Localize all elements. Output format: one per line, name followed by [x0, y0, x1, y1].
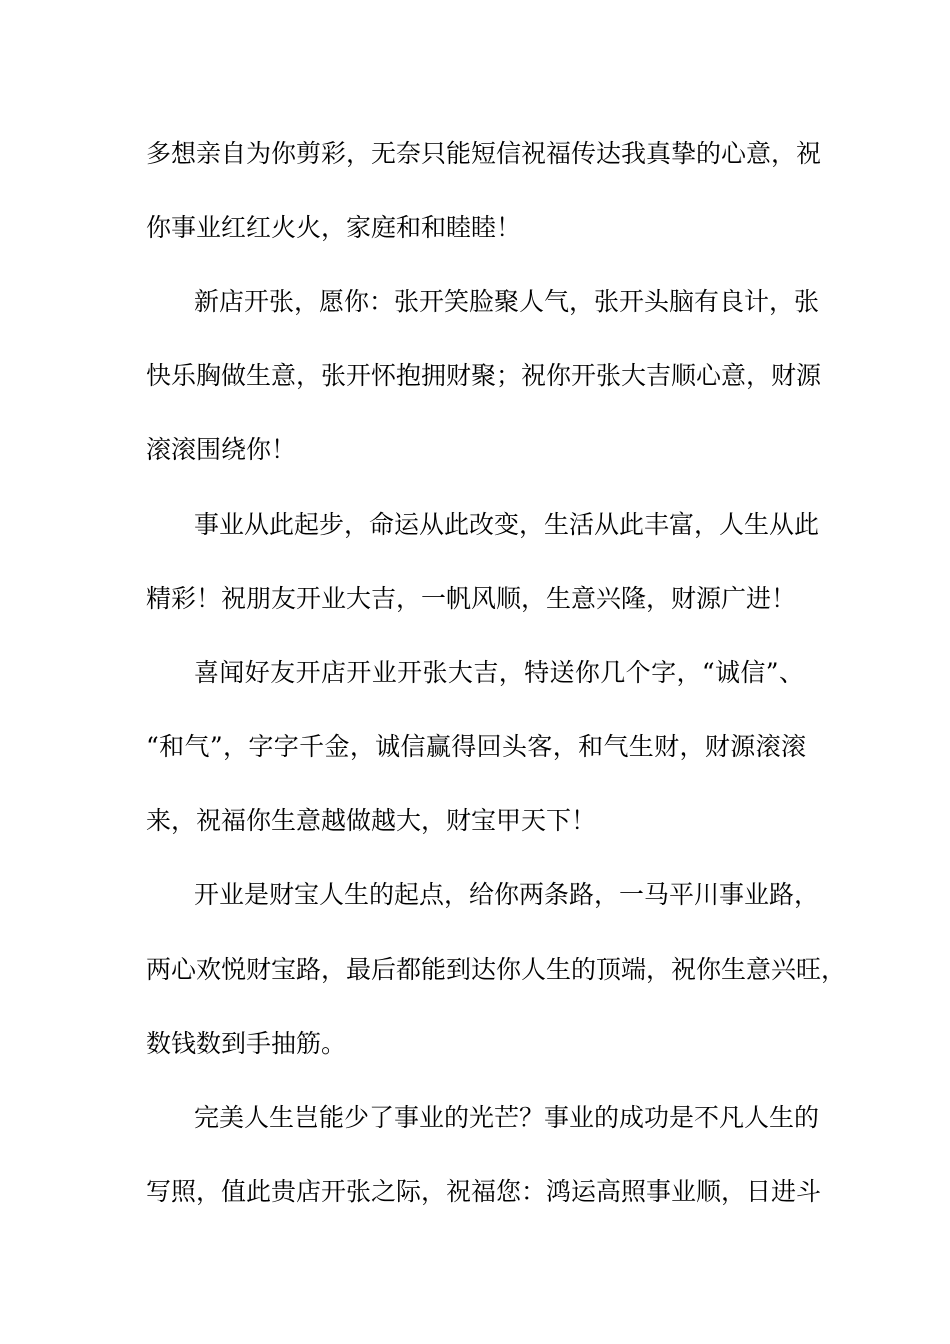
text-line-9: “和气”，字字千金，诚信赢得回头客，和气生财，财源滚滚 [146, 732, 806, 761]
text-line-14: 完美人生岂能少了事业的光芒？事业的成功是不凡人生的 [194, 1103, 820, 1132]
text-line-12: 两心欢悦财宝路，最后都能到达你人生的顶端，祝你生意兴旺， [146, 955, 847, 984]
text-line-5: 滚滚围绕你！ [146, 435, 297, 464]
text-line-2: 你事业红红火火，家庭和和睦睦！ [146, 213, 522, 242]
text-line-15: 写照，值此贵店开张之际，祝福您：鸿运高照事业顺，日进斗 [146, 1177, 822, 1206]
text-line-8: 喜闻好友开店开业开张大吉，特送你几个字，“诚信”、 [194, 658, 804, 687]
text-line-13: 数钱数到手抽筋。 [146, 1029, 347, 1058]
text-line-6: 事业从此起步，命运从此改变，生活从此丰富，人生从此 [194, 510, 820, 539]
text-line-4: 快乐胸做生意，张开怀抱拥财聚；祝你开张大吉顺心意，财源 [146, 361, 822, 390]
text-line-10: 来，祝福你生意越做越大，财宝甲天下！ [146, 806, 597, 835]
text-line-11: 开业是财宝人生的起点，给你两条路，一马平川事业路， [194, 880, 820, 909]
text-line-3: 新店开张，愿你：张开笑脸聚人气，张开头脑有良计，张 [194, 287, 820, 316]
text-line-1: 多想亲自为你剪彩，无奈只能短信祝福传达我真挚的心意，祝 [146, 139, 822, 168]
text-line-7: 精彩！祝朋友开业大吉，一帆风顺，生意兴隆，财源广进！ [146, 584, 797, 613]
